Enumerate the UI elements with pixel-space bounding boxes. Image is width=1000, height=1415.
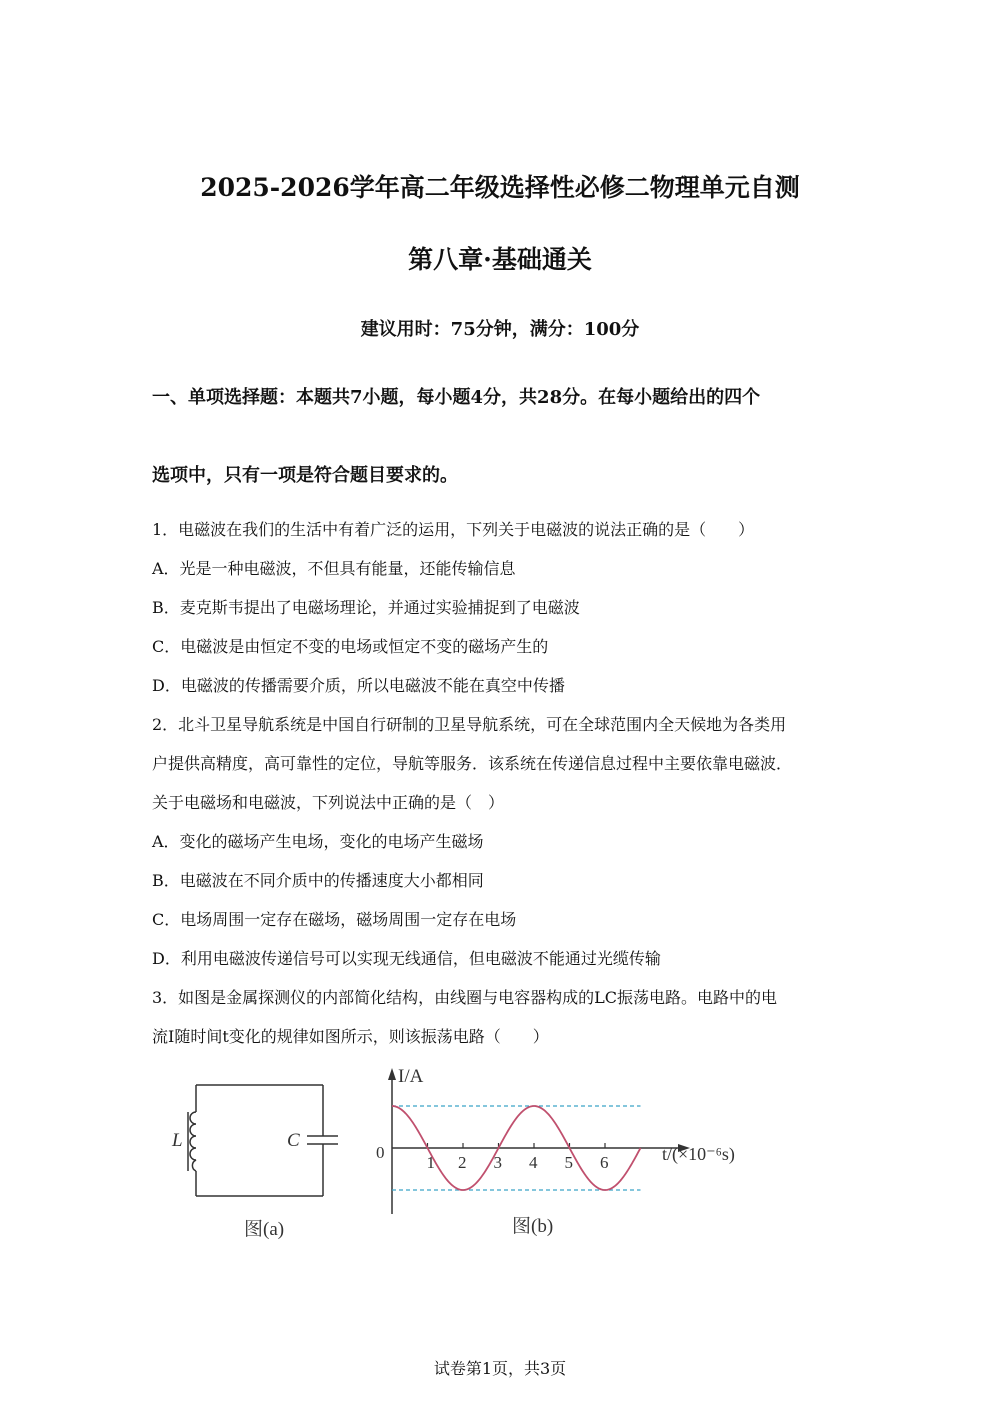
x-tick-label: 4 [529, 1153, 538, 1172]
figure-b-caption: 图(b) [512, 1216, 554, 1237]
question-1-option-d: D．电磁波的传播需要介质，所以电磁波不能在真空中传播 [152, 676, 565, 695]
origin-label: 0 [376, 1143, 385, 1162]
figure-a-caption: 图(a) [244, 1219, 285, 1240]
x-tick-label: 1 [426, 1153, 435, 1172]
x-tick-label: 2 [458, 1153, 467, 1172]
capacitor-label: C [287, 1130, 300, 1151]
question-2-stem-line3: 关于电磁场和电磁波，下列说法中正确的是（ ） [152, 793, 505, 812]
question-1-option-b: B．麦克斯韦提出了电磁场理论，并通过实验捕捉到了电磁波 [152, 598, 580, 617]
question-2-stem-line2: 户提供高精度，高可靠性的定位，导航等服务．该系统在传递信息过程中主要依靠电磁波． [152, 754, 793, 773]
y-axis-label: I/A [398, 1066, 424, 1087]
page-footer: 试卷第1页，共3页 [433, 1359, 567, 1378]
question-2-option-c: C．电场周围一定存在磁场，磁场周围一定存在电场 [152, 910, 517, 929]
inductor-label: L [172, 1130, 183, 1151]
page-title: 2025-2026学年高二年级选择性必修二物理单元自测 [200, 173, 800, 202]
x-tick-label: 6 [600, 1153, 609, 1172]
y-axis-arrow [388, 1068, 396, 1080]
lc-circuit-figure [160, 1075, 360, 1250]
question-1-option-c: C．电磁波是由恒定不变的电场或恒定不变的磁场产生的 [152, 637, 549, 656]
question-1-stem: 1．电磁波在我们的生活中有着广泛的运用，下列关于电磁波的说法正确的是（ ） [152, 520, 755, 539]
section-heading-line2: 选项中，只有一项是符合题目要求的。 [152, 465, 458, 486]
question-3-stem-line1: 3．如图是金属探测仪的内部简化结构，由线圈与电容器构成的LC振荡电路。电路中的电 [152, 988, 778, 1007]
question-2-option-b: B．电磁波在不同介质中的传播速度大小都相同 [152, 871, 484, 890]
x-axis-label: t/(×10⁻⁶s) [662, 1144, 735, 1164]
question-3-stem-line2: 流I随时间t变化的规律如图所示，则该振荡电路（ ） [152, 1027, 549, 1046]
section-heading-line1: 一、单项选择题：本题共7小题，每小题4分，共28分。在每小题给出的四个 [152, 387, 761, 408]
x-tick-label: 3 [493, 1153, 502, 1172]
chapter-title: 第八章·基础通关 [408, 245, 592, 274]
exam-meta: 建议用时：75分钟，满分：100分 [360, 319, 640, 340]
question-1-option-a: A．光是一种电磁波，不但具有能量，还能传输信息 [152, 559, 516, 578]
question-2-option-d: D．利用电磁波传递信号可以实现无线通信，但电磁波不能通过光缆传输 [152, 949, 661, 968]
question-2-stem-line1: 2．北斗卫星导航系统是中国自行研制的卫星导航系统，可在全球范围内全天候地为各类用 [152, 715, 787, 734]
question-2-option-a: A．变化的磁场产生电场，变化的电场产生磁场 [152, 832, 484, 851]
current-time-graph [360, 1062, 760, 1252]
x-tick-label: 5 [564, 1153, 573, 1172]
